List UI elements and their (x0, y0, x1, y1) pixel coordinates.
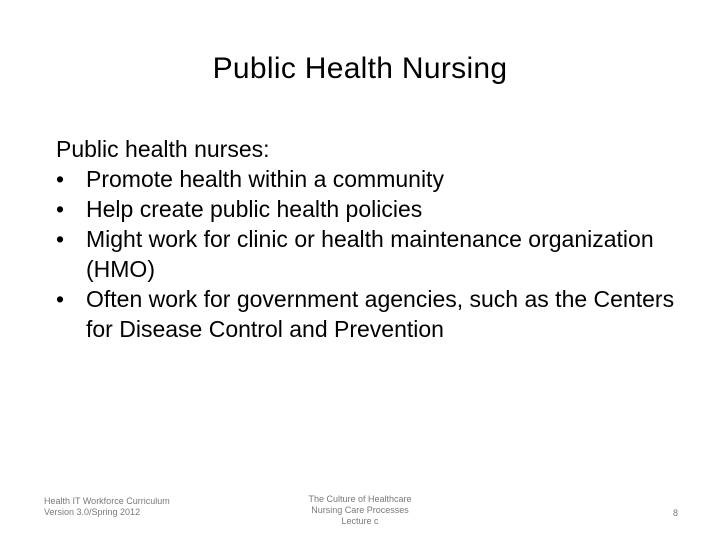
bullet-item (56, 194, 696, 224)
bullet-list (56, 164, 696, 344)
bullet-text: Promote health within a community (86, 166, 444, 192)
bullet-text: Help create public health policies (86, 196, 423, 222)
footer-version-line: Version 3.0/Spring 2012 (44, 507, 141, 517)
bullet-text: Might work for clinic or health maintenance organization (HMO) (86, 226, 654, 282)
slide-title: Public Health Nursing (212, 52, 508, 85)
bullet-text: Often work for government agencies, such as the Centers for Disease Control and Prevention (86, 286, 675, 342)
bullet-dot-icon: • (56, 196, 65, 222)
footer-curriculum-line: Health IT Workforce Curriculum (44, 496, 170, 506)
bullet-dot-icon: • (56, 226, 65, 252)
bullet-item (56, 284, 696, 344)
slide-body (56, 134, 696, 344)
intro-text: Public health nurses: (56, 136, 270, 162)
footer-lecture-line: Lecture c (341, 516, 379, 526)
footer-course (260, 494, 460, 527)
footer-unit-line: Nursing Care Processes (311, 505, 409, 515)
footer-curriculum (44, 496, 170, 518)
bullet-dot-icon: • (56, 286, 65, 312)
footer-course-line: The Culture of Healthcare (308, 494, 412, 504)
bullet-dot-icon: • (56, 166, 65, 192)
bullet-item (56, 224, 696, 284)
page-number: 8 (672, 508, 678, 518)
bullet-item (56, 164, 696, 194)
